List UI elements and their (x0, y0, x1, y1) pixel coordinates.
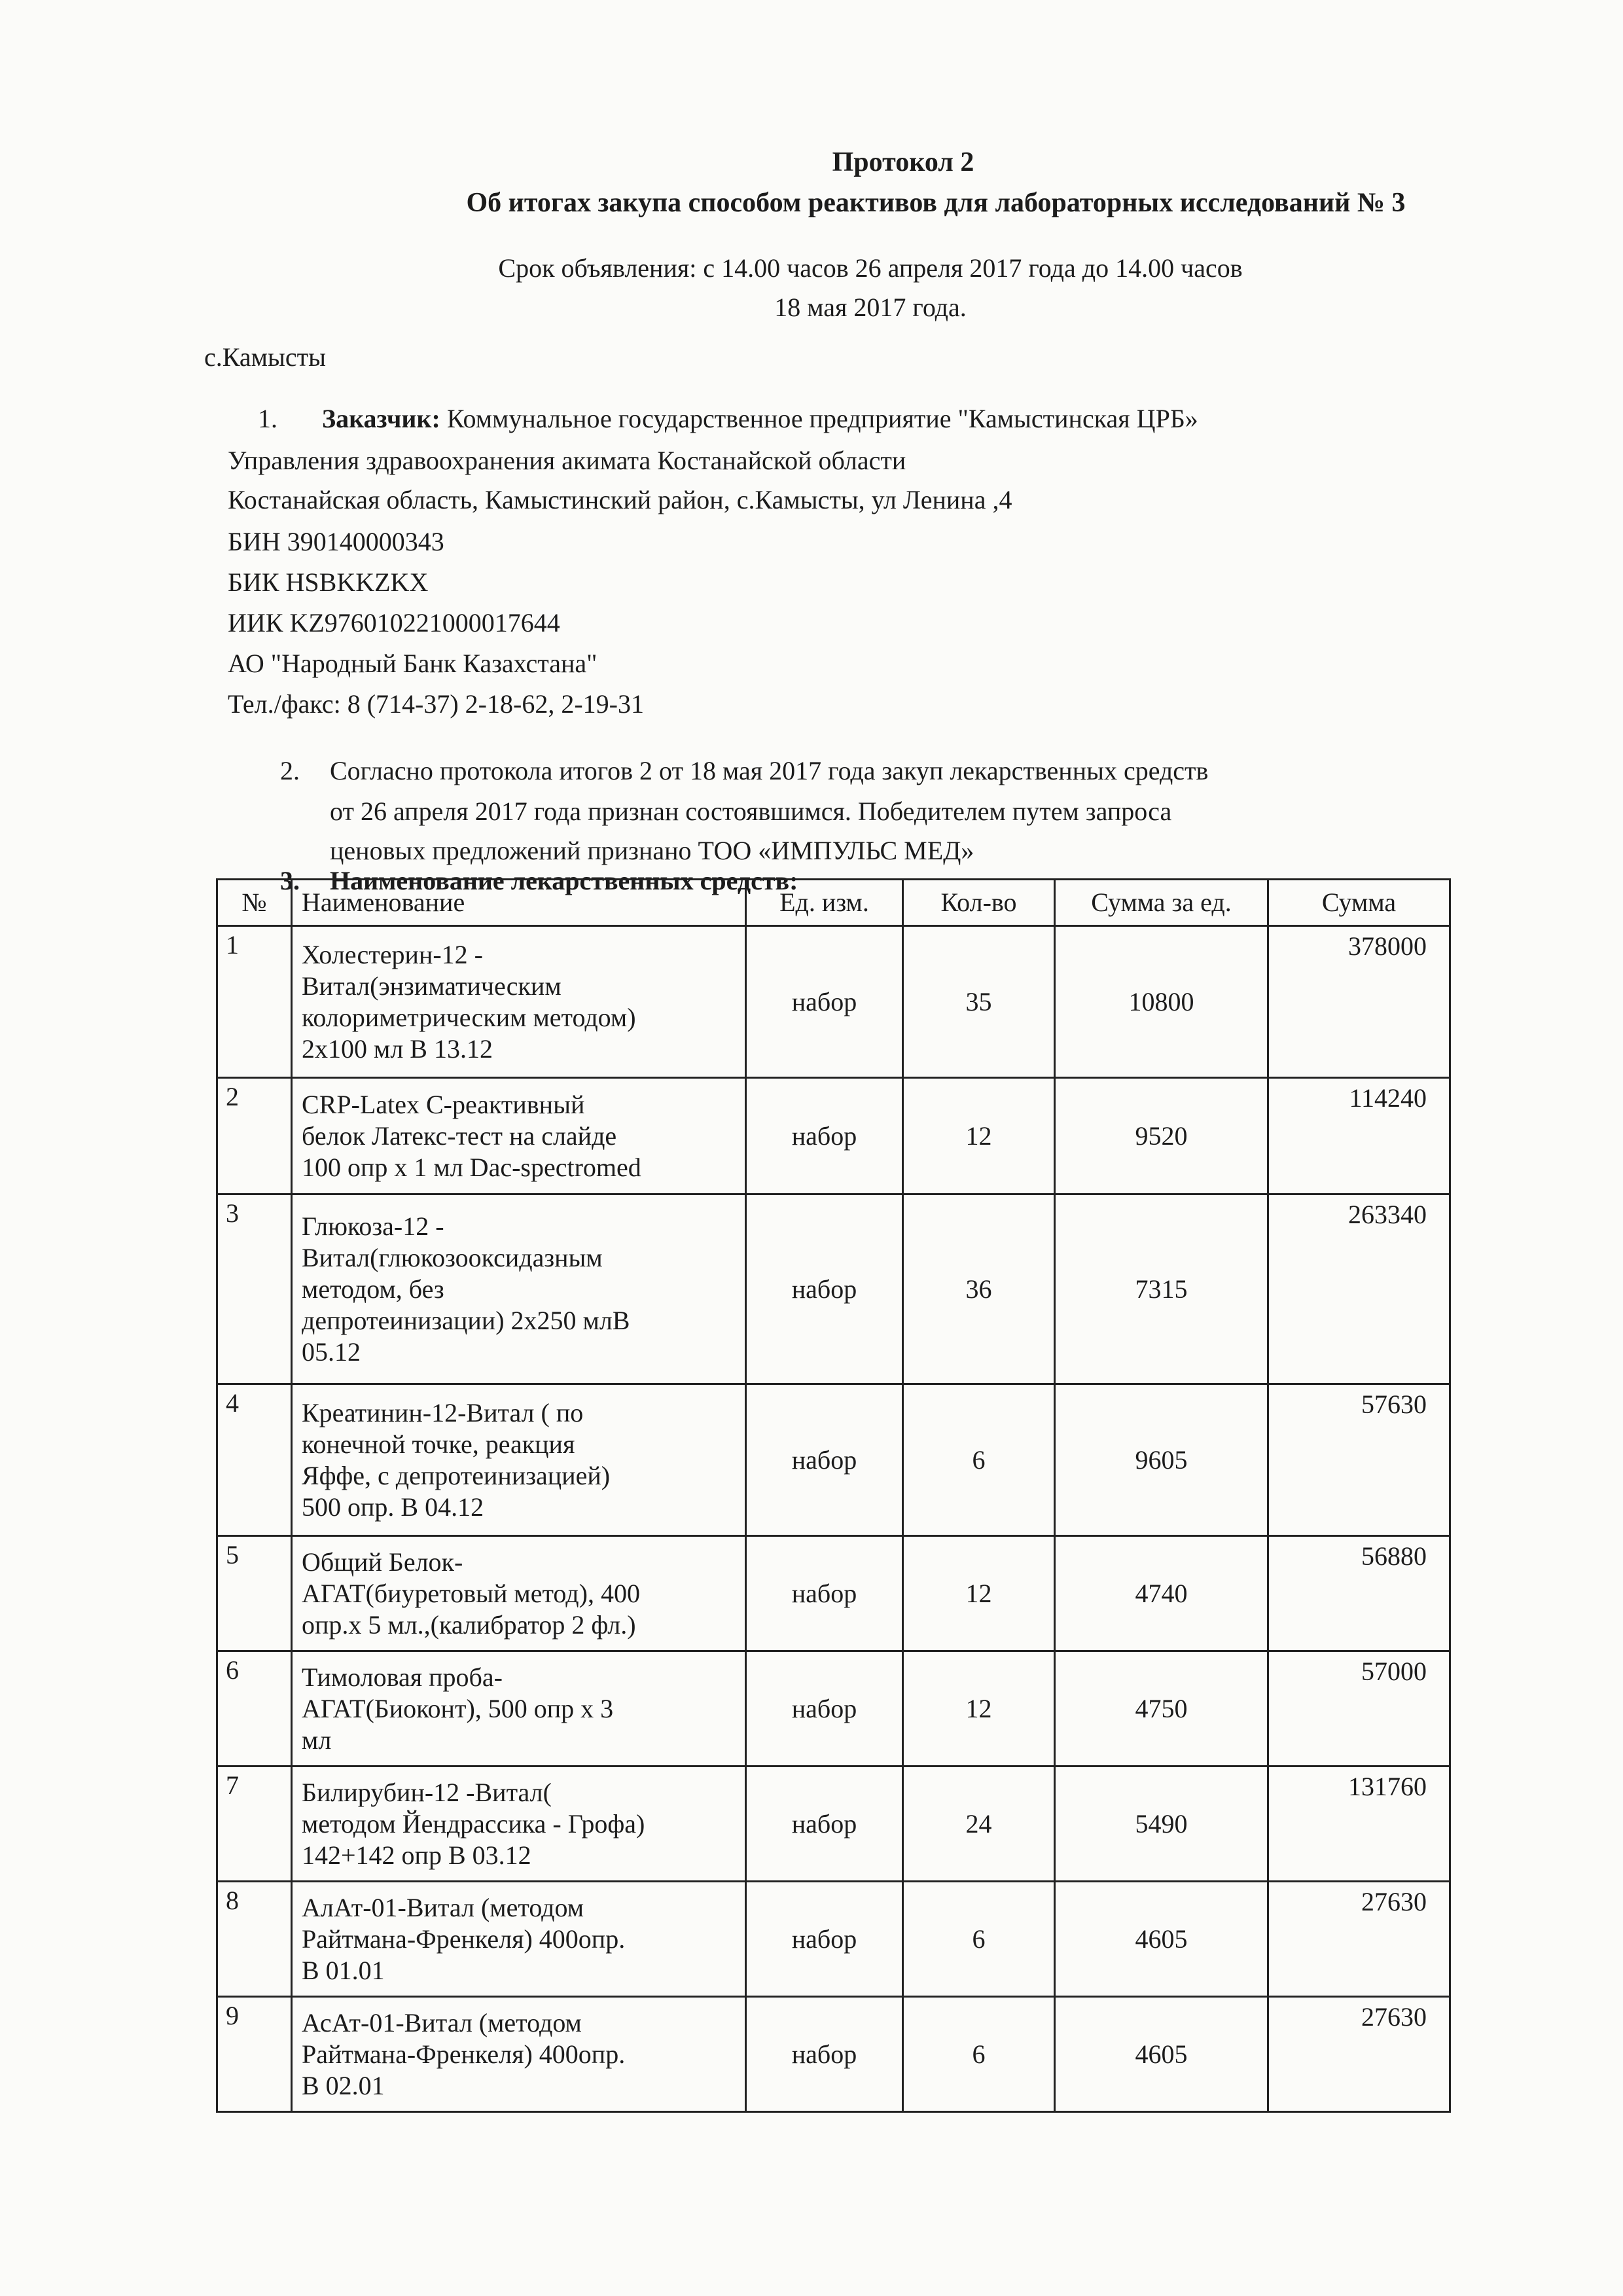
period-line-2: 18 мая 2017 года. (774, 293, 967, 322)
table-row (217, 1078, 1450, 1194)
section2-number: 2. (280, 756, 300, 785)
row-unit-price: 7315 (1055, 1194, 1268, 1384)
row-quantity: 12 (903, 1078, 1055, 1194)
row-total: 57630 (1268, 1384, 1450, 1536)
row-unit-price: 5490 (1055, 1767, 1268, 1882)
row-quantity: 24 (903, 1767, 1055, 1882)
row-quantity: 12 (903, 1536, 1055, 1651)
customer-detail-line: ИИК KZ976010221000017644 (228, 608, 560, 637)
protocol-subtitle: Об итогах закупа способом реактивов для лабораторных исследований № 3 (466, 188, 1406, 218)
row-name (292, 1194, 746, 1384)
period-line-1: Срок объявления: с 14.00 часов 26 апреля 2017 года до 14.00 часов (498, 253, 1243, 283)
result-text-line: от 26 апреля 2017 года признан состоявшимся. Победителем путем запроса (330, 797, 1172, 826)
row-name (292, 926, 746, 1078)
customer-detail-line: Тел./факс: 8 (714-37) 2-18-62, 2-19-31 (228, 689, 644, 719)
row-total: 131760 (1268, 1767, 1450, 1882)
row-unit: набор (746, 1997, 903, 2112)
row-quantity: 36 (903, 1194, 1055, 1384)
customer-line (322, 403, 1198, 434)
row-unit: набор (746, 1882, 903, 1997)
row-name (292, 1997, 746, 2112)
row-name-line: В 02.01 (302, 2070, 385, 2100)
customer-detail-line: БИК HSBKKZKX (228, 567, 429, 597)
protocol-title: Протокол 2 (832, 147, 974, 177)
result-text-line: ценовых предложений признано ТОО «ИМПУЛЬС МЕД» (330, 836, 974, 865)
row-unit: набор (746, 1536, 903, 1651)
row-name-line: 100 опр х 1 мл Dac-spectromed (302, 1152, 641, 1182)
row-total: 27630 (1268, 1997, 1450, 2112)
table-row (217, 1882, 1450, 1997)
place: с.Камысты (204, 342, 326, 372)
row-name (292, 1078, 746, 1194)
table-row (217, 1194, 1450, 1384)
header-total: Сумма (1268, 880, 1450, 926)
row-name (292, 1536, 746, 1651)
row-total: 27630 (1268, 1882, 1450, 1997)
row-unit: набор (746, 1384, 903, 1536)
table-row (217, 1536, 1450, 1651)
row-name-line: мл (302, 1725, 332, 1755)
row-name-line: АлАт-01-Витал (методом (302, 1892, 584, 1922)
customer-label: Заказчик: (322, 404, 440, 433)
row-number: 2 (217, 1078, 292, 1194)
row-number: 4 (217, 1384, 292, 1536)
table-row (217, 1651, 1450, 1767)
row-name-line: Холестерин-12 - (302, 939, 483, 969)
row-name-line: АГАТ(биуретовый метод), 400 (302, 1578, 640, 1608)
table-header-row (217, 880, 1450, 926)
header-number: № (217, 880, 292, 926)
row-name-line: CRP-Latex С-реактивный (302, 1089, 585, 1119)
row-name (292, 1651, 746, 1767)
row-total: 378000 (1268, 926, 1450, 1078)
row-name-line: Креатинин-12-Витал ( по (302, 1397, 584, 1427)
row-quantity: 12 (903, 1651, 1055, 1767)
row-unit-price: 10800 (1055, 926, 1268, 1078)
row-unit: набор (746, 926, 903, 1078)
row-name-line: Тимоловая проба- (302, 1662, 503, 1692)
row-total: 114240 (1268, 1078, 1450, 1194)
table-row (217, 1767, 1450, 1882)
customer-detail-line: БИН 390140000343 (228, 527, 444, 556)
row-number: 9 (217, 1997, 292, 2112)
row-name-line: депротеинизации) 2х250 млВ (302, 1305, 630, 1335)
table-row (217, 1384, 1450, 1536)
row-name-line: конечной точке, реакция (302, 1429, 575, 1459)
row-name-line: белок Латекс-тест на слайде (302, 1121, 617, 1151)
row-unit-price: 4605 (1055, 1997, 1268, 2112)
customer-detail-line: Управления здравоохранения акимата Костанайской области (228, 446, 906, 475)
row-total: 263340 (1268, 1194, 1450, 1384)
row-name-line: 2х100 мл В 13.12 (302, 1033, 493, 1064)
row-unit-price: 4750 (1055, 1651, 1268, 1767)
row-quantity: 35 (903, 926, 1055, 1078)
row-unit-price: 4740 (1055, 1536, 1268, 1651)
row-unit-price: 9605 (1055, 1384, 1268, 1536)
row-number: 7 (217, 1767, 292, 1882)
header-name: Наименование (292, 880, 746, 926)
row-name-line: Витал(энзиматическим (302, 971, 562, 1001)
row-name-line: Глюкоза-12 - (302, 1211, 444, 1241)
section3-heading: Наименование лекарственных средств: (330, 866, 798, 895)
row-name (292, 1767, 746, 1882)
row-quantity: 6 (903, 1997, 1055, 2112)
row-total: 56880 (1268, 1536, 1450, 1651)
row-number: 3 (217, 1194, 292, 1384)
header-unit-price: Сумма за ед. (1055, 880, 1268, 926)
row-name-line: опр.х 5 мл.,(калибратор 2 фл.) (302, 1609, 636, 1640)
row-name-line: 500 опр. В 04.12 (302, 1492, 484, 1522)
row-name (292, 1384, 746, 1536)
row-quantity: 6 (903, 1882, 1055, 1997)
customer-name: Коммунальное государственное предприятие "Камыстинская ЦРБ» (440, 404, 1198, 433)
row-name-line: Райтмана-Френкеля) 400опр. (302, 2039, 626, 2069)
row-name-line: 142+142 опр В 03.12 (302, 1840, 531, 1870)
row-unit: набор (746, 1078, 903, 1194)
row-name-line: АГАТ(Биоконт), 500 опр х 3 (302, 1693, 614, 1723)
row-name-line: колориметрическим методом) (302, 1002, 636, 1032)
row-unit: набор (746, 1651, 903, 1767)
row-name-line: Яффе, с депротеинизацией) (302, 1460, 611, 1490)
row-number: 8 (217, 1882, 292, 1997)
row-unit-price: 9520 (1055, 1078, 1268, 1194)
row-name-line: методом Йендрассика - Грофа) (302, 1808, 645, 1839)
header-quantity: Кол-во (903, 880, 1055, 926)
row-name-line: методом, без (302, 1274, 444, 1304)
table-row (217, 1997, 1450, 2112)
row-name-line: Райтмана-Френкеля) 400опр. (302, 1924, 626, 1954)
header-unit: Ед. изм. (746, 880, 903, 926)
customer-detail-line: Костанайская область, Камыстинский район, с.Камысты, ул Ленина ,4 (228, 485, 1012, 514)
row-name-line: В 01.01 (302, 1955, 385, 1985)
section3-number: 3. (280, 866, 300, 895)
row-name-line: Билирубин-12 -Витал( (302, 1777, 552, 1807)
result-text-line: Согласно протокола итогов 2 от 18 мая 2017 года закуп лекарственных средств (330, 756, 1209, 785)
row-quantity: 6 (903, 1384, 1055, 1536)
row-unit: набор (746, 1194, 903, 1384)
row-unit: набор (746, 1767, 903, 1882)
row-name (292, 1882, 746, 1997)
row-number: 6 (217, 1651, 292, 1767)
row-name-line: АсАт-01-Витал (методом (302, 2007, 582, 2037)
row-total: 57000 (1268, 1651, 1450, 1767)
row-name-line: 05.12 (302, 1336, 361, 1367)
row-name-line: Витал(глюкозооксидазным (302, 1242, 603, 1272)
row-unit-price: 4605 (1055, 1882, 1268, 1997)
table-row (217, 926, 1450, 1078)
row-number: 1 (217, 926, 292, 1078)
customer-detail-line: АО "Народный Банк Казахстана" (228, 649, 597, 678)
items-table (216, 878, 1451, 2113)
row-number: 5 (217, 1536, 292, 1651)
section1-number: 1. (258, 404, 277, 433)
row-name-line: Общий Белок- (302, 1547, 463, 1577)
